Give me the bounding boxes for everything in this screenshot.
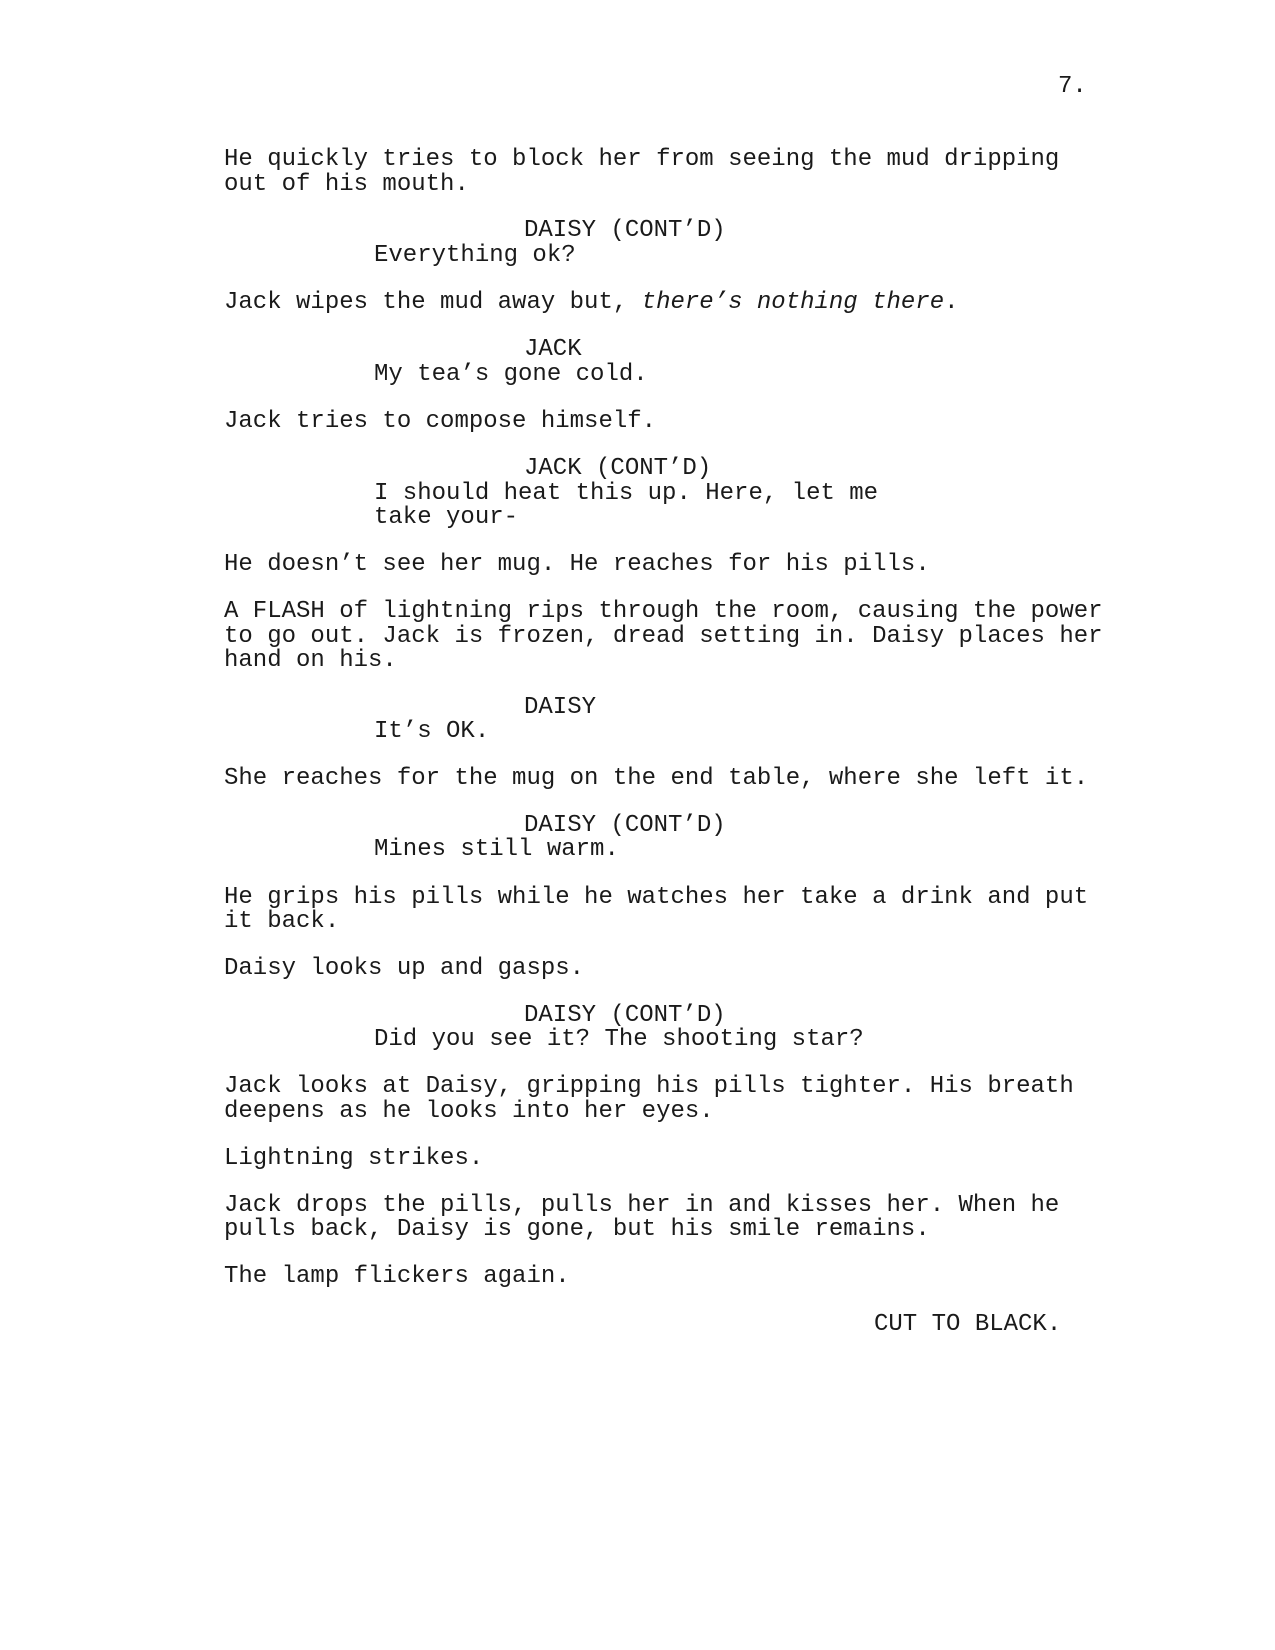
dialogue-line: I should heat this up. Here, let me [374, 480, 879, 507]
action-line: Daisy looks up and gasps. [224, 955, 585, 982]
action-italic-text: there’s nothing there [641, 289, 945, 316]
character-name: DAISY (CONT’D) [524, 1002, 726, 1029]
action-text: Jack wipes the mud away but, [224, 289, 642, 316]
character-name: JACK (CONT’D) [524, 455, 712, 482]
action-line: He doesn’t see her mug. He reaches for his pills. [224, 551, 930, 578]
page-number: 7. [1058, 73, 1087, 100]
action-line: Lightning strikes. [224, 1145, 484, 1172]
action-line: deepens as he looks into her eyes. [224, 1098, 714, 1125]
action-text: . [944, 289, 959, 316]
character-name: DAISY [524, 694, 597, 721]
action-line: A FLASH of lightning rips through the room, causing the power [224, 598, 1103, 625]
transition: CUT TO BLACK. [874, 1311, 1062, 1338]
action-line: out of his mouth. [224, 171, 469, 198]
action-line: Jack looks at Daisy, gripping his pills tighter. His breath [224, 1073, 1074, 1100]
action-line: Jack tries to compose himself. [224, 408, 657, 435]
character-name: DAISY (CONT’D) [524, 812, 726, 839]
action-line: to go out. Jack is frozen, dread setting in. Daisy places her [224, 623, 1103, 650]
action-line: He grips his pills while he watches her take a drink and put [224, 884, 1089, 911]
dialogue-line: take your- [374, 504, 519, 531]
character-name: JACK [524, 336, 582, 363]
action-line: The lamp flickers again. [224, 1263, 570, 1290]
dialogue-line: Did you see it? The shooting star? [374, 1026, 864, 1053]
dialogue-line: Mines still warm. [374, 836, 619, 863]
dialogue-line: It’s OK. [374, 718, 490, 745]
action-line [224, 290, 959, 315]
action-line: She reaches for the mug on the end table, where she left it. [224, 765, 1089, 792]
action-line: it back. [224, 908, 340, 935]
action-line: He quickly tries to block her from seeing the mud dripping [224, 146, 1060, 173]
action-line: Jack drops the pills, pulls her in and kisses her. When he [224, 1192, 1060, 1219]
action-line: hand on his. [224, 647, 397, 674]
dialogue-line: My tea’s gone cold. [374, 361, 648, 388]
character-name: DAISY (CONT’D) [524, 217, 726, 244]
dialogue-line: Everything ok? [374, 242, 576, 269]
action-line: pulls back, Daisy is gone, but his smile remains. [224, 1216, 930, 1243]
